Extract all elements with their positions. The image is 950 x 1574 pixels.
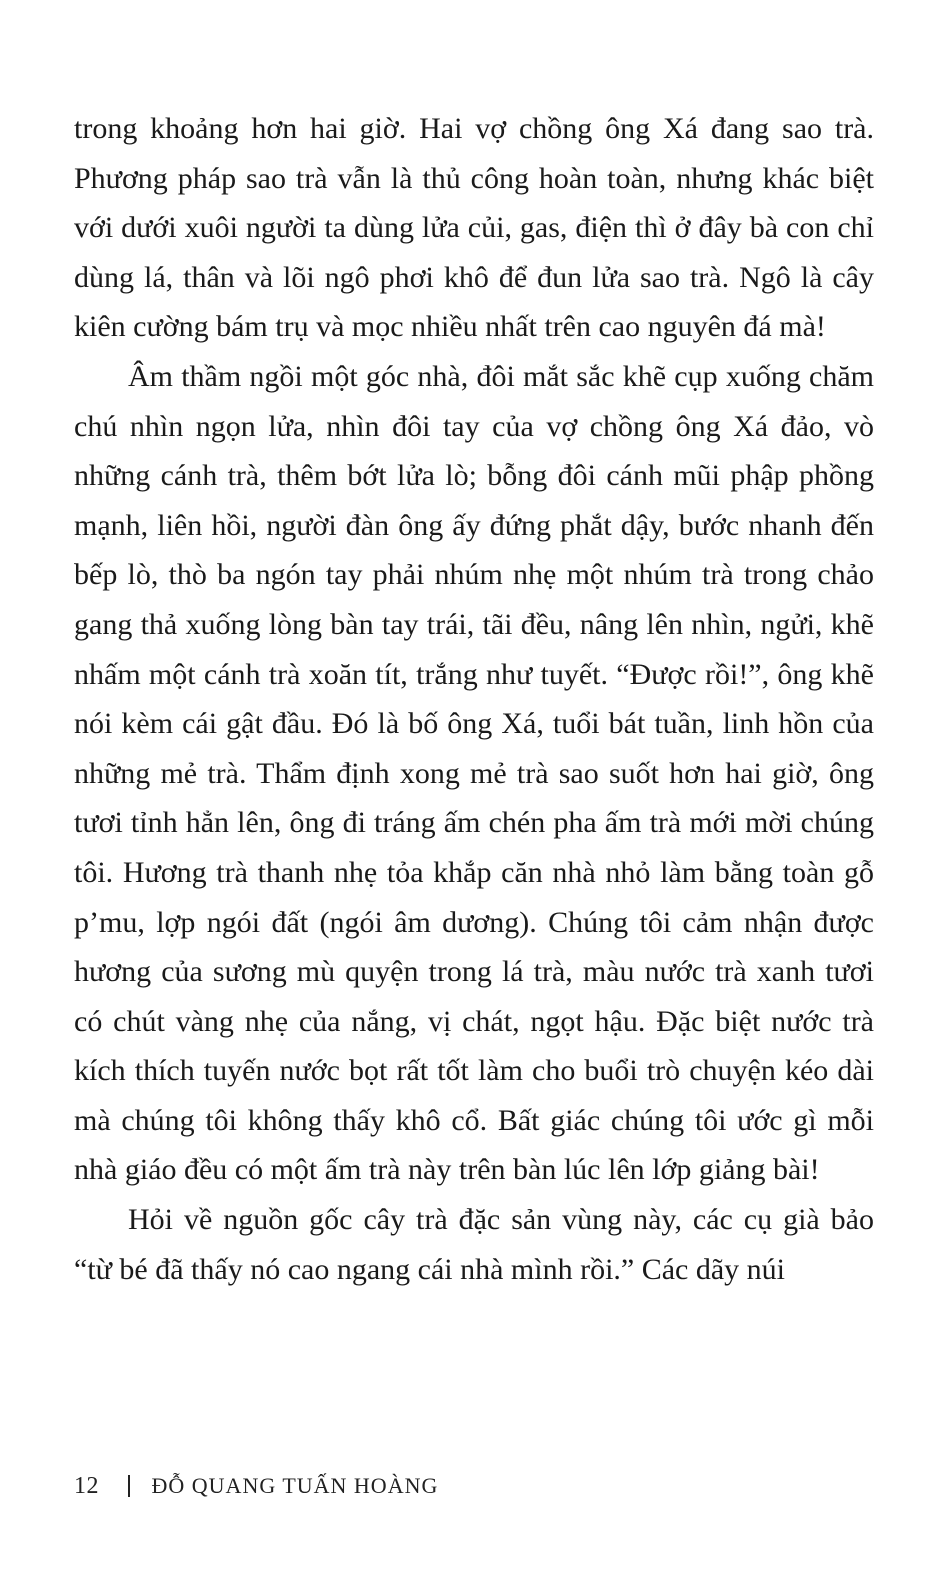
paragraph-3: Hỏi về nguồn gốc cây trà đặc sản vùng này, các cụ già bảo “từ bé đã thấy nó cao ngang cái nhà mình rồi.” Các dãy núi xyxy=(74,1203,874,1286)
page-number: 12 xyxy=(74,1472,99,1499)
body-text xyxy=(74,104,874,1294)
paragraph-2: Âm thầm ngồi một góc nhà, đôi mắt sắc khẽ cụp xuống chăm chú nhìn ngọn lửa, nhìn đôi tay của vợ chồng ông Xá đảo, vò những cánh trà, thêm bớt lửa lò; bỗng đôi cánh mũi phập phồng mạnh, liên hồi, người đàn ông ấy đứng phắt dậy, bước nhanh đến bếp lò, thò ba ngón tay phải nhúm nhẹ một nhúm trà trong chảo gang thả xuống lòng bàn tay trái, tãi đều, nâng lên nhìn, ngửi, khẽ nhấm một cánh trà xoăn tít, trắng như tuyết. “Được rồi!”, ông khẽ nói kèm cái gật đầu. Đó là bố ông Xá, tuổi bát tuần, linh hồn của những mẻ trà. Thẩm định xong mẻ trà sao suốt hơn hai giờ, ông tươi tỉnh hẳn lên, ông đi tráng ấm chén pha ấm trà mới mời chúng tôi. Hương trà thanh nhẹ tỏa khắp căn nhà nhỏ làm bằng toàn gỗ p’mu, lợp ngói đất (ngói âm dương). Chúng tôi cảm nhận được hương của sương mù quyện trong lá trà, màu nước trà xanh tươi có chút vàng nhẹ của nắng, vị chát, ngọt hậu. Đặc biệt nước trà kích thích tuyến nước bọt rất tốt làm cho buổi trò chuyện kéo dài mà chúng tôi không thấy khô cổ. Bất giác chúng tôi ước gì mỗi nhà giáo đều có một ấm trà này trên bàn lúc lên lớp giảng bài! xyxy=(74,359,874,1187)
footer-divider xyxy=(128,1475,130,1497)
author-name: ĐỖ QUANG TUẤN HOÀNG xyxy=(151,1473,439,1498)
paragraph-1: trong khoảng hơn hai giờ. Hai vợ chồng ông Xá đang sao trà. Phương pháp sao trà vẫn là thủ công hoàn toàn, nhưng khác biệt với dưới xuôi người ta dùng lửa củi, gas, điện thì ở đây bà con chỉ dùng lá, thân và lõi ngô phơi khô để đun lửa sao trà. Ngô là cây kiên cường bám trụ và mọc nhiều nhất trên cao nguyên đá mà! xyxy=(74,112,874,344)
page-footer xyxy=(74,1468,438,1504)
